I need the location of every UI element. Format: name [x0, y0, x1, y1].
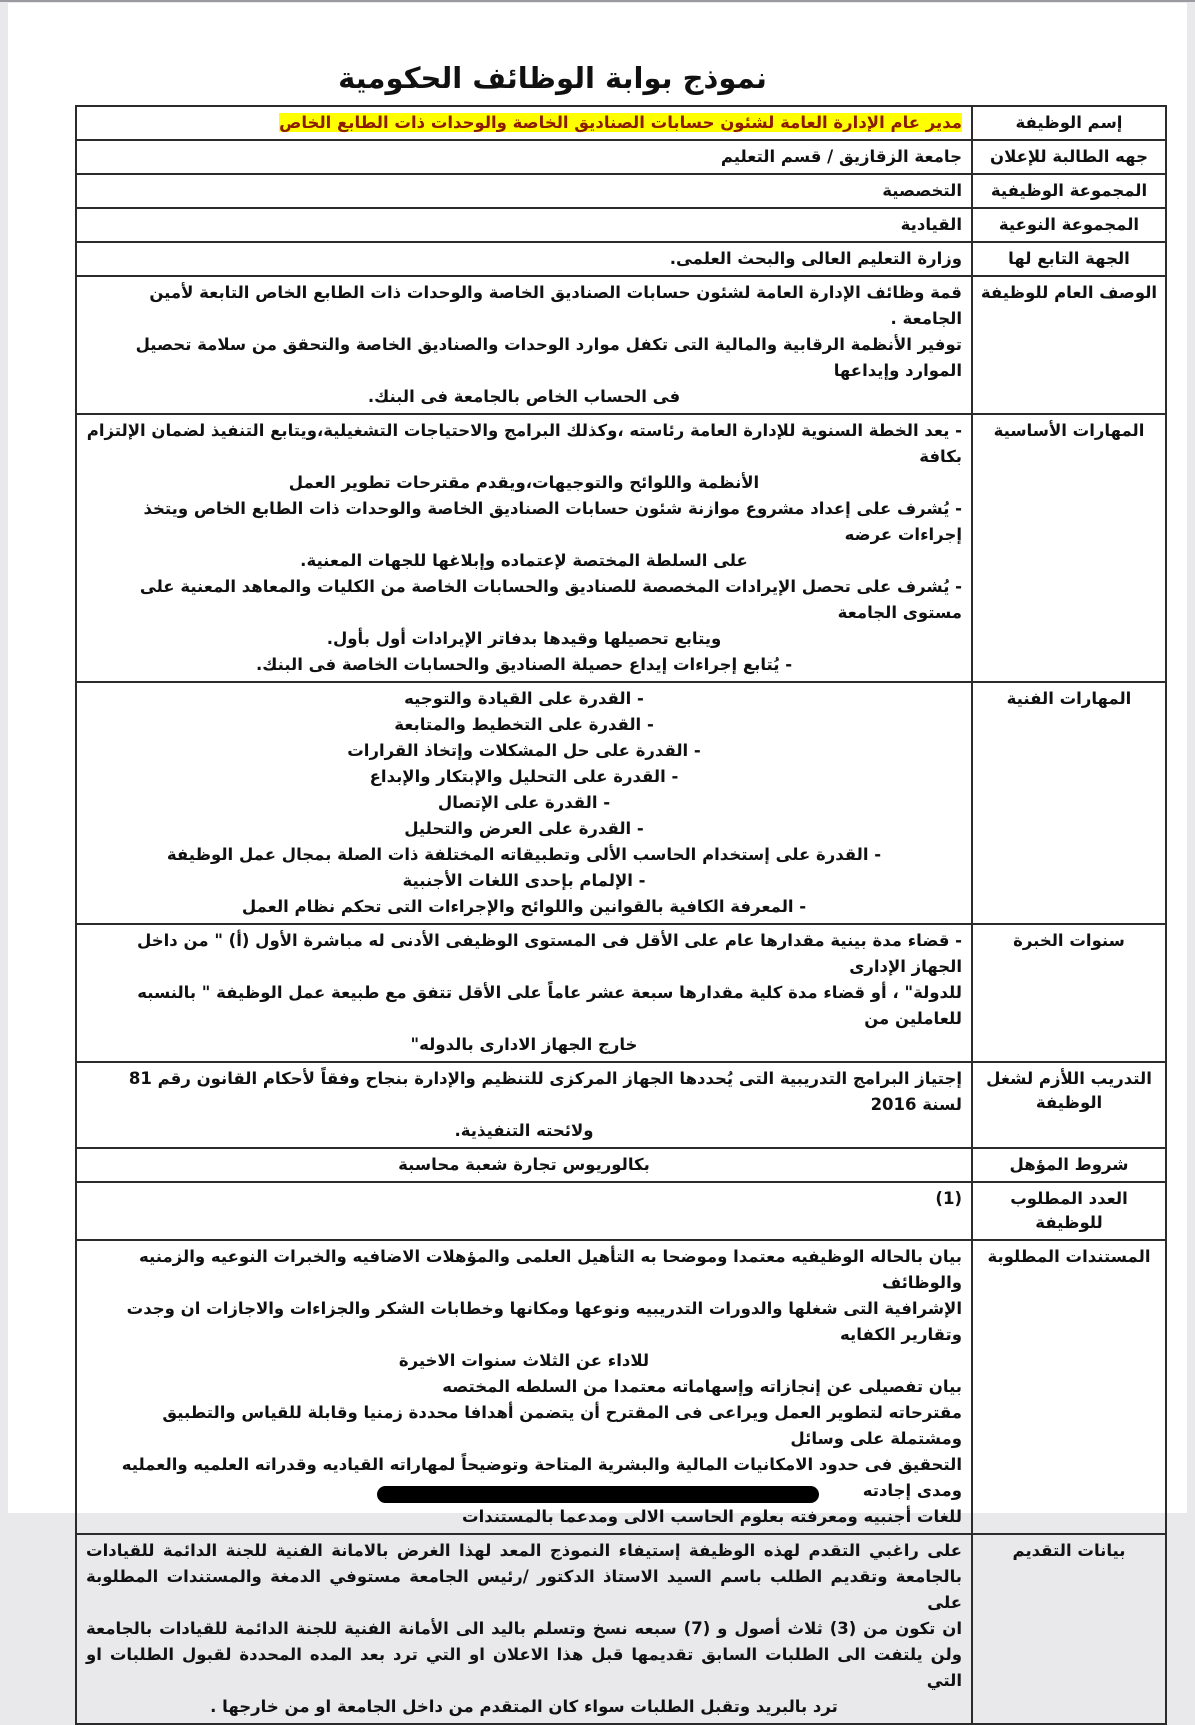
- row-value: [76, 924, 972, 1062]
- row-line: على راغبي التقدم لهذه الوظيفة إستيفاء النموذج المعد لهذا الغرض بالامانة الفنية للجنة الدائمة للقيادات: [86, 1541, 962, 1560]
- row-line: - يعد الخطة السنوية للإدارة العامة رئاسته ،وكذلك البرامج والاحتياجات التشغيلية،ويتابع التنفيذ لضمان الإلتزام بكافة: [86, 421, 962, 466]
- row-line: - يُتابع إجراءات إيداع حصيلة الصناديق والحسابات الخاصة فى البنك.: [255, 655, 793, 674]
- table-row: [76, 1062, 1166, 1148]
- table-row: [76, 208, 1166, 242]
- row-label: المهارات الأساسية: [972, 414, 1166, 682]
- row-line: - القدرة على العرض والتحليل: [404, 819, 644, 838]
- row-label: المجموعة النوعية: [972, 208, 1166, 242]
- row-label: شروط المؤهل: [972, 1148, 1166, 1182]
- row-value: [76, 682, 972, 924]
- row-label: المجموعة الوظيفية: [972, 174, 1166, 208]
- row-label: الوصف العام للوظيفة: [972, 276, 1166, 414]
- table-row: [76, 276, 1166, 414]
- row-value: [76, 414, 972, 682]
- row-line: توفير الأنظمة الرقابية والمالية التى تكفل موارد الوحدات والصناديق الخاصة والتحقق من سلامة تحصيل الموارد وإيداعها: [135, 335, 962, 380]
- document-title: نموذج بوابة الوظائف الحكومية: [338, 61, 767, 95]
- row-line: - القدرة على الإتصال: [437, 793, 611, 812]
- row-line: الإشرافية التى شغلها والدورات التدريبيه ونوعها ومكانها وخطابات الشكر والجزاءات والاجازات ان وجدت وتقارير الكفايه: [126, 1299, 962, 1344]
- row-line: بيان بالحاله الوظيفيه معتمدا وموضحا به التأهيل العلمى والمؤهلات الاضافيه والخبرات النوعيه والزمنيه والوظائف: [139, 1247, 962, 1292]
- row-line: - القدرة على التحليل والإبتكار والإبداع: [369, 767, 679, 786]
- row-line: مقترحاته لتطوير العمل ويراعى فى المقترح أن يتضمن أهدافا محددة زمنيا وقابلة للقياس والتطبيق ومشتملة على وسائل: [162, 1403, 962, 1448]
- row-value: [76, 242, 972, 276]
- row-label: العدد المطلوب للوظيفة: [972, 1182, 1166, 1240]
- row-line: الأنظمة واللوائح والتوجيهات،ويقدم مقترحات تطوير العمل: [288, 473, 760, 492]
- row-line: ولائحته التنفيذية.: [454, 1121, 594, 1140]
- home-indicator[interactable]: [377, 1486, 819, 1503]
- row-value: [76, 1148, 972, 1182]
- row-line: - القدرة على حل المشكلات وإتخاذ القرارات: [347, 741, 701, 760]
- row-label: المهارات الفنية: [972, 682, 1166, 924]
- row-line: جامعة الزقازيق / قسم التعليم: [720, 147, 962, 166]
- row-label: جهه الطالبة للإعلان: [972, 140, 1166, 174]
- row-line: إجتياز البرامج التدريبية التى يُحددها الجهاز المركزى للتنظيم والإدارة بنجاح وفقاً لأحكام القانون رقم 81 لسنة 2016: [128, 1069, 962, 1114]
- table-row: [76, 1148, 1166, 1182]
- row-line: القيادية: [900, 215, 962, 234]
- row-line: - القدرة على التخطيط والمتابعة: [394, 715, 654, 734]
- row-line: بكالوريوس تجارة شعبة محاسبة: [398, 1155, 650, 1174]
- row-line: ولن يلتفت الى الطلبات السابق تقديمها قبل هذا الاعلان او التي ترد بعد المده المحددة لقبول الطلبات او التي: [86, 1645, 962, 1690]
- table-row: [76, 1534, 1166, 1724]
- row-line: (1): [935, 1189, 962, 1208]
- row-line: - المعرفة الكافية بالقوانين واللوائح والإجراءات التى تحكم نظام العمل: [241, 897, 807, 916]
- table-row: [76, 106, 1166, 140]
- row-line: التحقيق فى حدود الامكانيات المالية والبشرية المتاحة وتوضيحاً لمهاراته القياديه وقدراته العلميه والعمليه ومدى إجادته: [121, 1455, 962, 1500]
- table-row: [76, 174, 1166, 208]
- row-label: المستندات المطلوبة: [972, 1240, 1166, 1534]
- row-line: - القدرة على إستخدام الحاسب الألى وتطبيقاته المختلفة ذات الصلة بمجال عمل الوظيفة: [166, 845, 882, 864]
- row-label: إسم الوظيفة: [972, 106, 1166, 140]
- row-value: [76, 106, 972, 140]
- row-value: [76, 1062, 972, 1148]
- document-page: [8, 3, 1187, 1716]
- table-row: [76, 1182, 1166, 1240]
- row-line: - الإلمام بإحدى اللغات الأجنبية: [402, 871, 646, 890]
- row-line: مدير عام الإدارة العامة لشئون حسابات الصناديق الخاصة والوحدات ذات الطابع الخاص: [279, 113, 962, 132]
- row-line: للاداء عن الثلاث سنوات الاخيرة: [398, 1351, 650, 1370]
- row-value: [76, 208, 972, 242]
- row-line: - قضاء مدة بينية مقدارها عام على الأقل فى المستوى الوظيفى الأدنى له مباشرة الأول (أ) " من داخل الجهاز الإدارى: [137, 931, 962, 976]
- row-value: [76, 1182, 972, 1240]
- row-line: بالجامعة وتقديم الطلب باسم السيد الاستاذ الدكتور /رئيس الجامعة مستوفي الدمغة والمستندات المطلوبة على: [86, 1567, 962, 1612]
- row-label: الجهة التابع لها: [972, 242, 1166, 276]
- row-line: للغات أجنبيه ومعرفته بعلوم الحاسب الالى ومدعما بالمستندات: [462, 1507, 962, 1526]
- row-line: فى الحساب الخاص بالجامعة فى البنك.: [367, 387, 681, 406]
- table-row: [76, 140, 1166, 174]
- row-line: - القدرة على القيادة والتوجيه: [404, 689, 644, 708]
- row-line: وزارة التعليم العالى والبحث العلمى.: [669, 249, 962, 268]
- row-line: بيان تفصيلى عن إنجازاته وإسهاماته معتمدا من السلطه المختصه: [442, 1377, 962, 1396]
- table-row: [76, 242, 1166, 276]
- row-label: سنوات الخبرة: [972, 924, 1166, 1062]
- row-value: [76, 1534, 972, 1724]
- row-line: ويتابع تحصيلها وقيدها بدفاتر الإيرادات أول بأول.: [326, 629, 722, 648]
- row-line: ان تكون من (3) ثلاث أصول و (7) سبعه نسخ وتسلم باليد الى الأمانة الفنية للجنة الدائمة للقيادات بالجامعة: [86, 1619, 963, 1638]
- job-form-table: [75, 105, 1167, 1725]
- row-line: - يُشرف على تحصل الإيرادات المخصصة للصناديق والحسابات الخاصة من الكليات والمعاهد المعنية على مستوى الجامعة: [139, 577, 962, 622]
- row-line: للدولة" ، أو قضاء مدة كلية مقدارها سبعة عشر عاماً على الأقل تتفق مع طبيعة عمل الوظيفة " بالنسبه للعاملين من: [137, 983, 962, 1028]
- row-value: [76, 276, 972, 414]
- table-row: [76, 924, 1166, 1062]
- row-line: التخصصية: [882, 181, 962, 200]
- table-row: [76, 682, 1166, 924]
- row-line: ترد بالبريد وتقبل الطلبات سواء كان المتقدم من داخل الجامعة او من خارجها .: [210, 1697, 838, 1716]
- row-line: - يُشرف على إعداد مشروع موازنة شئون حسابات الصناديق الخاصة والوحدات ذات الطابع الخاص ويتخذ إجراءات عرضه: [143, 499, 962, 544]
- row-value: [76, 140, 972, 174]
- row-label: بيانات التقديم: [972, 1534, 1166, 1724]
- row-label: التدريب اللأزم لشغل الوظيفة: [972, 1062, 1166, 1148]
- screen-top-edge: [0, 0, 1195, 2]
- row-line: قمة وظائف الإدارة العامة لشئون حسابات الصناديق الخاصة والوحدات ذات الطابع الخاص التابعة لأمين الجامعة .: [149, 283, 962, 328]
- row-line: على السلطة المختصة لإعتماده وإبلاغها للجهات المعنية.: [300, 551, 748, 570]
- job-form-table-body: [76, 106, 1166, 1724]
- row-line: خارج الجهاز الادارى بالدوله": [410, 1035, 638, 1054]
- document-body: [8, 3, 1187, 1725]
- table-row: [76, 414, 1166, 682]
- row-value: [76, 174, 972, 208]
